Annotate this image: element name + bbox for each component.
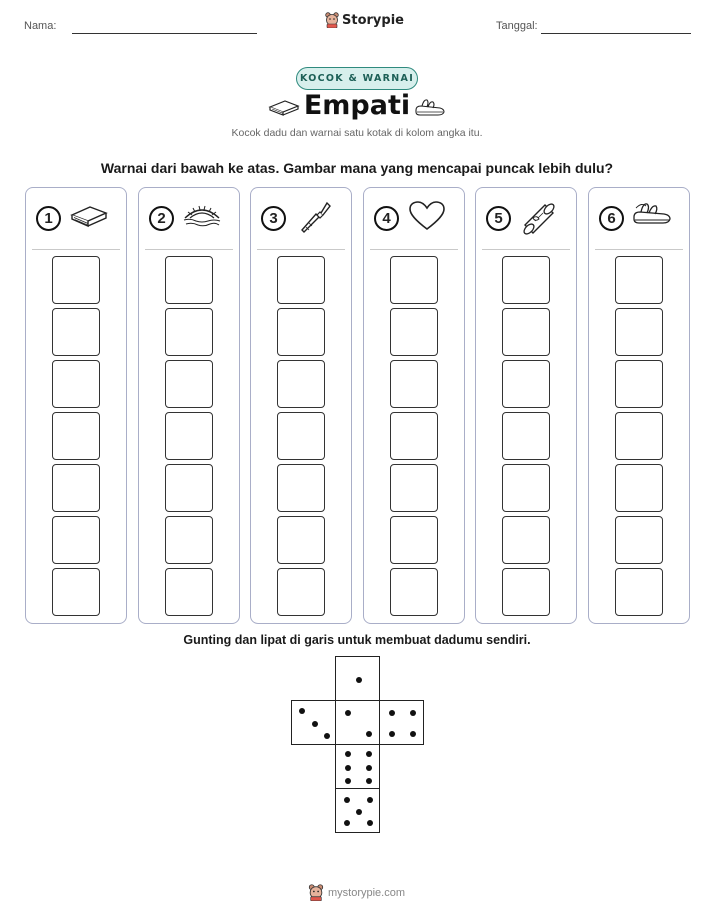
color-box[interactable] xyxy=(502,516,550,564)
chisel-icon xyxy=(294,200,334,240)
column-divider xyxy=(370,249,458,250)
color-box[interactable] xyxy=(390,360,438,408)
color-box[interactable] xyxy=(390,516,438,564)
color-box[interactable] xyxy=(165,256,213,304)
die-pip xyxy=(345,751,351,757)
color-box[interactable] xyxy=(277,412,325,460)
column-number: 4 xyxy=(374,206,399,231)
column-1 xyxy=(25,187,127,624)
color-box[interactable] xyxy=(615,308,663,356)
column-number: 2 xyxy=(149,206,174,231)
color-box[interactable] xyxy=(502,568,550,616)
color-box[interactable] xyxy=(390,256,438,304)
die-face-6 xyxy=(335,744,380,789)
color-box[interactable] xyxy=(165,308,213,356)
die-pip xyxy=(366,731,372,737)
color-box[interactable] xyxy=(52,464,100,512)
column-2 xyxy=(138,187,240,624)
die-pip xyxy=(356,809,362,815)
color-box[interactable] xyxy=(165,516,213,564)
name-line[interactable] xyxy=(72,33,257,34)
column-divider xyxy=(257,249,345,250)
sandals-icon xyxy=(414,96,446,118)
subtitle: Kocok dadu dan warnai satu kotak di kolom angka itu. xyxy=(231,127,483,139)
column-header xyxy=(599,200,683,240)
column-5 xyxy=(475,187,577,624)
page-title: Empati xyxy=(303,90,411,121)
die-pip xyxy=(344,820,350,826)
die-pip xyxy=(345,710,351,716)
die-pip xyxy=(356,677,362,683)
die-face-4 xyxy=(379,700,424,745)
die-pip xyxy=(389,731,395,737)
coloring-instruction: Warnai dari bawah ke atas. Gambar mana yang mencapai puncak lebih dulu? xyxy=(100,160,614,176)
die-pip xyxy=(410,710,416,716)
color-box[interactable] xyxy=(277,464,325,512)
color-box[interactable] xyxy=(52,308,100,356)
color-box[interactable] xyxy=(277,256,325,304)
column-number: 1 xyxy=(36,206,61,231)
color-box[interactable] xyxy=(52,568,100,616)
die-face-2 xyxy=(335,700,380,745)
color-box[interactable] xyxy=(390,568,438,616)
die-pip xyxy=(324,733,330,739)
brand-logo xyxy=(325,12,404,28)
die-face-5 xyxy=(335,788,380,833)
color-box[interactable] xyxy=(502,360,550,408)
color-box[interactable] xyxy=(165,412,213,460)
color-box[interactable] xyxy=(277,516,325,564)
color-box[interactable] xyxy=(165,568,213,616)
date-label: Tanggal: xyxy=(496,20,538,32)
column-header xyxy=(261,200,345,240)
column-number: 3 xyxy=(261,206,286,231)
column-3 xyxy=(250,187,352,624)
column-4 xyxy=(363,187,465,624)
die-pip xyxy=(345,778,351,784)
die-instruction: Gunting dan lipat di garis untuk membuat dadumu sendiri. xyxy=(183,633,531,647)
column-divider xyxy=(32,249,120,250)
color-box[interactable] xyxy=(390,464,438,512)
book-icon xyxy=(69,200,109,234)
sandals-icon xyxy=(632,200,672,232)
die-pip xyxy=(344,797,350,803)
brand-name: Storypie xyxy=(342,12,404,28)
column-header xyxy=(149,200,233,240)
die-pip xyxy=(410,731,416,737)
color-box[interactable] xyxy=(615,256,663,304)
column-number: 6 xyxy=(599,206,624,231)
column-6 xyxy=(588,187,690,624)
die-pip xyxy=(389,710,395,716)
footer xyxy=(308,884,405,901)
color-box[interactable] xyxy=(52,256,100,304)
color-box[interactable] xyxy=(502,412,550,460)
color-box[interactable] xyxy=(165,360,213,408)
column-number: 5 xyxy=(486,206,511,231)
color-box[interactable] xyxy=(165,464,213,512)
date-line[interactable] xyxy=(541,33,691,34)
die-pip xyxy=(367,797,373,803)
footer-url[interactable]: mystorypie.com xyxy=(328,886,406,899)
color-box[interactable] xyxy=(277,568,325,616)
die-pip xyxy=(366,778,372,784)
die-pip xyxy=(299,708,305,714)
color-box[interactable] xyxy=(615,464,663,512)
name-label: Nama: xyxy=(24,20,57,32)
die-face-1 xyxy=(335,656,380,701)
stone-bridge-icon xyxy=(182,200,222,234)
color-box[interactable] xyxy=(502,464,550,512)
die-face-3 xyxy=(291,700,336,745)
color-box[interactable] xyxy=(502,308,550,356)
column-header xyxy=(486,200,570,240)
die-pip xyxy=(345,765,351,771)
activity-tag: KOCOK & WARNAI xyxy=(296,67,418,90)
color-box[interactable] xyxy=(615,568,663,616)
color-box[interactable] xyxy=(615,516,663,564)
column-header xyxy=(36,200,120,240)
column-divider xyxy=(595,249,683,250)
die-pip xyxy=(312,721,318,727)
die-pip xyxy=(367,820,373,826)
scroll-icon xyxy=(519,200,559,240)
color-box[interactable] xyxy=(277,360,325,408)
column-header xyxy=(374,200,458,240)
color-box[interactable] xyxy=(277,308,325,356)
color-box[interactable] xyxy=(390,412,438,460)
storypie-bear-logo-icon xyxy=(325,12,339,28)
column-divider xyxy=(482,249,570,250)
column-divider xyxy=(145,249,233,250)
heart-icon xyxy=(407,200,447,236)
die-pip xyxy=(366,765,372,771)
color-box[interactable] xyxy=(52,516,100,564)
die-pip xyxy=(366,751,372,757)
storypie-bear-logo-icon xyxy=(308,884,324,901)
color-box[interactable] xyxy=(52,360,100,408)
color-box[interactable] xyxy=(52,412,100,460)
color-box[interactable] xyxy=(502,256,550,304)
color-box[interactable] xyxy=(615,412,663,460)
color-box[interactable] xyxy=(615,360,663,408)
color-box[interactable] xyxy=(390,308,438,356)
